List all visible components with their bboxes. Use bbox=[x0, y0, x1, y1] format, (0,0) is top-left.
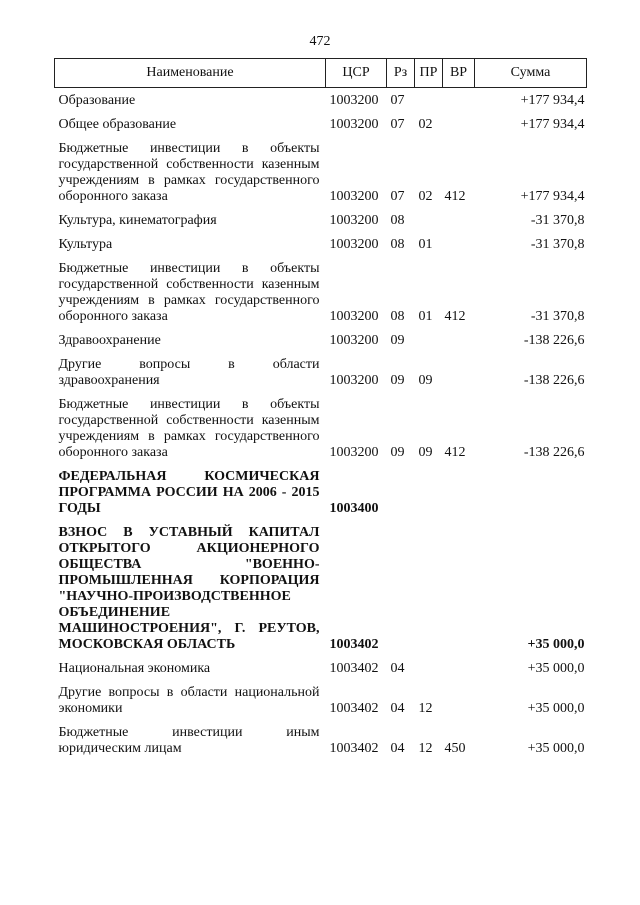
row-vr: 450 bbox=[444, 741, 466, 756]
row-csr: 1003200 bbox=[329, 309, 379, 324]
table-row bbox=[55, 208, 587, 232]
column-header-csr: ЦСР bbox=[326, 59, 387, 88]
row-csr: 1003200 bbox=[329, 189, 379, 204]
row-rz: 04 bbox=[390, 701, 405, 716]
row-pr bbox=[415, 520, 443, 656]
table-row bbox=[55, 256, 587, 328]
row-rz: 04 bbox=[390, 661, 405, 676]
column-header-pr: ПР bbox=[415, 59, 443, 88]
row-vr bbox=[443, 352, 475, 392]
row-name: Бюджетные инвестиции в объекты государственной собственности казенным учреждениям в рамках государственного оборонного заказа bbox=[58, 141, 320, 204]
row-pr bbox=[415, 328, 443, 352]
row-pr: 01 bbox=[418, 237, 433, 252]
row-rz: 07 bbox=[390, 117, 405, 132]
row-rz: 08 bbox=[390, 237, 405, 252]
row-name: Бюджетные инвестиции иным юридическим лицам bbox=[58, 725, 320, 756]
table-row bbox=[55, 520, 587, 656]
table-body bbox=[55, 88, 587, 761]
row-vr bbox=[443, 208, 475, 232]
page-number: 472 bbox=[309, 34, 331, 49]
row-rz: 07 bbox=[390, 93, 405, 108]
row-sum: -138 226,6 bbox=[523, 373, 585, 388]
row-csr: 1003402 bbox=[329, 661, 379, 676]
row-csr: 1003200 bbox=[329, 213, 379, 228]
row-vr bbox=[443, 112, 475, 136]
row-pr: 12 bbox=[418, 741, 433, 756]
column-header-rz: Рз bbox=[387, 59, 415, 88]
row-vr bbox=[443, 328, 475, 352]
row-rz: 04 bbox=[390, 741, 405, 756]
row-rz bbox=[387, 464, 415, 520]
row-rz: 09 bbox=[390, 333, 405, 348]
row-pr bbox=[415, 656, 443, 680]
table-row bbox=[55, 352, 587, 392]
row-sum: +177 934,4 bbox=[520, 93, 585, 108]
row-sum: -31 370,8 bbox=[530, 237, 585, 252]
row-name: Здравоохранение bbox=[58, 333, 161, 348]
row-pr bbox=[415, 208, 443, 232]
table-row bbox=[55, 392, 587, 464]
table-header bbox=[55, 59, 587, 88]
row-pr: 01 bbox=[418, 309, 433, 324]
table-row bbox=[55, 328, 587, 352]
row-name: Бюджетные инвестиции в объекты государственной собственности казенным учреждениям в рамках государственного оборонного заказа bbox=[58, 397, 320, 460]
row-sum: +35 000,0 bbox=[527, 701, 585, 716]
table-row bbox=[55, 464, 587, 520]
row-name: Культура bbox=[58, 237, 113, 252]
row-csr: 1003200 bbox=[329, 93, 379, 108]
row-pr: 09 bbox=[418, 373, 433, 388]
row-vr bbox=[443, 680, 475, 720]
row-rz: 09 bbox=[390, 445, 405, 460]
row-pr: 12 bbox=[418, 701, 433, 716]
row-vr bbox=[443, 232, 475, 256]
row-sum bbox=[475, 464, 587, 520]
row-name: ФЕДЕРАЛЬНАЯ КОСМИЧЕСКАЯ ПРОГРАММА РОССИИ НА 2006 - 2015 ГОДЫ bbox=[58, 469, 320, 516]
row-csr: 1003200 bbox=[329, 373, 379, 388]
row-sum: +177 934,4 bbox=[520, 117, 585, 132]
row-name: Бюджетные инвестиции в объекты государственной собственности казенным учреждениям в рамках государственного оборонного заказа bbox=[58, 261, 320, 324]
row-vr: 412 bbox=[444, 309, 466, 324]
row-name: Другие вопросы в области национальной экономики bbox=[58, 685, 320, 716]
row-csr: 1003200 bbox=[329, 117, 379, 132]
row-csr: 1003402 bbox=[329, 701, 379, 716]
row-sum: +177 934,4 bbox=[520, 189, 585, 204]
row-name: Национальная экономика bbox=[58, 661, 211, 676]
table-row bbox=[55, 88, 587, 113]
row-rz: 09 bbox=[390, 373, 405, 388]
row-csr: 1003402 bbox=[329, 741, 379, 756]
row-csr: 1003200 bbox=[329, 333, 379, 348]
row-vr: 412 bbox=[444, 445, 466, 460]
row-pr: 02 bbox=[418, 117, 433, 132]
row-vr bbox=[443, 464, 475, 520]
row-name: Общее образование bbox=[58, 117, 177, 132]
row-vr bbox=[443, 88, 475, 113]
table-row bbox=[55, 136, 587, 208]
row-rz: 08 bbox=[390, 309, 405, 324]
table-row bbox=[55, 112, 587, 136]
table-row bbox=[55, 680, 587, 720]
row-pr bbox=[415, 88, 443, 113]
row-sum: -31 370,8 bbox=[530, 309, 585, 324]
table-row bbox=[55, 720, 587, 760]
row-csr: 1003200 bbox=[329, 445, 379, 460]
row-sum: +35 000,0 bbox=[527, 661, 585, 676]
row-rz bbox=[387, 520, 415, 656]
row-csr: 1003402 bbox=[329, 637, 379, 652]
row-name: Образование bbox=[58, 93, 136, 108]
row-pr bbox=[415, 464, 443, 520]
row-vr bbox=[443, 520, 475, 656]
row-pr: 02 bbox=[418, 189, 433, 204]
row-name: Другие вопросы в области здравоохранения bbox=[58, 357, 320, 388]
row-pr: 09 bbox=[418, 445, 433, 460]
row-sum: -138 226,6 bbox=[523, 445, 585, 460]
row-vr: 412 bbox=[444, 189, 466, 204]
row-sum: -31 370,8 bbox=[530, 213, 585, 228]
column-header-vr: ВР bbox=[443, 59, 475, 88]
row-vr bbox=[443, 656, 475, 680]
column-header-sum: Сумма bbox=[475, 59, 587, 88]
row-sum: -138 226,6 bbox=[523, 333, 585, 348]
row-name: Культура, кинематография bbox=[58, 213, 217, 228]
row-sum: +35 000,0 bbox=[527, 637, 585, 652]
column-header-name: Наименование bbox=[55, 59, 326, 88]
row-rz: 08 bbox=[390, 213, 405, 228]
budget-table bbox=[54, 58, 587, 760]
row-sum: +35 000,0 bbox=[527, 741, 585, 756]
row-name: ВЗНОС В УСТАВНЫЙ КАПИТАЛ ОТКРЫТОГО АКЦИОНЕРНОГО ОБЩЕСТВА "ВОЕННО-ПРОМЫШЛЕННАЯ КОРПОРАЦИЯ "НАУЧНО-ПРОИЗВОДСТВЕННОЕ ОБЪЕДИНЕНИЕ МАШИНОСТРОЕНИЯ", Г. РЕУТОВ, МОСКОВСКАЯ ОБЛАСТЬ bbox=[58, 525, 320, 652]
row-csr: 1003400 bbox=[329, 501, 379, 516]
row-rz: 07 bbox=[390, 189, 405, 204]
table-row bbox=[55, 232, 587, 256]
table-row bbox=[55, 656, 587, 680]
row-csr: 1003200 bbox=[329, 237, 379, 252]
